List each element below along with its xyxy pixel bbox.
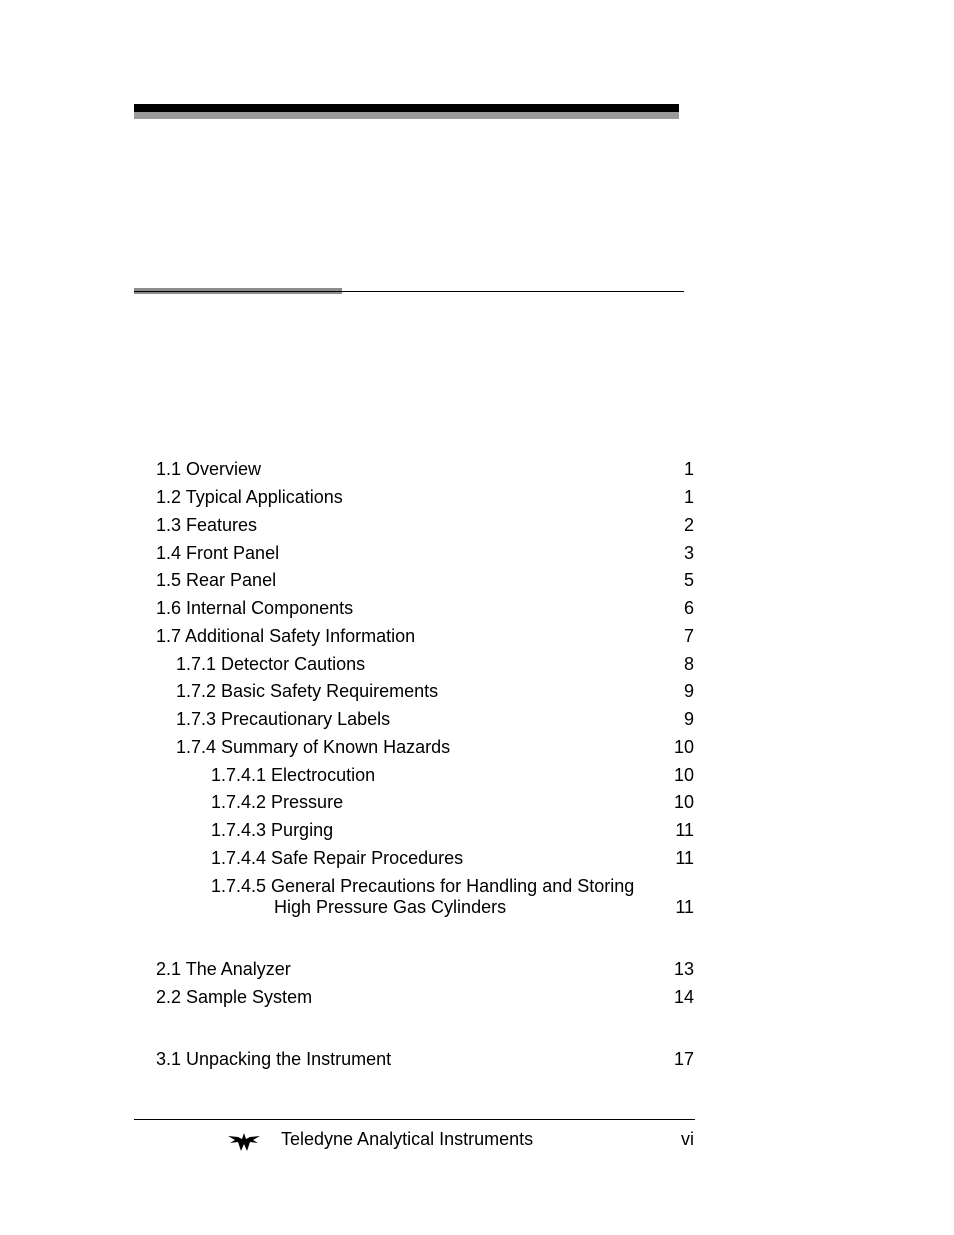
toc-entry-1-7-4-5-continued[interactable]: High Pressure Gas Cylinders	[274, 897, 507, 917]
toc-entry-1-7-1[interactable]: 1.7.1 Detector Cautions	[176, 654, 366, 674]
teledyne-logo-icon	[226, 1131, 262, 1153]
toc-page-2-2: 14	[673, 987, 694, 1007]
header-rule-gray	[134, 112, 679, 119]
toc-entry-1-7-4-2[interactable]: 1.7.4.2 Pressure	[211, 792, 344, 812]
toc-page-1-7-3: 9	[683, 709, 694, 729]
toc-entry-1-1[interactable]: 1.1 Overview	[156, 459, 262, 479]
toc-entry-1-3[interactable]: 1.3 Features	[156, 515, 258, 535]
toc-page-1-7-2: 9	[683, 681, 694, 701]
toc-entry-1-7-3[interactable]: 1.7.3 Precautionary Labels	[176, 709, 391, 729]
toc-page-1-2: 1	[683, 487, 694, 507]
toc-page-1-7-4-5: 11	[675, 897, 694, 917]
toc-page-1-7-4-2: 10	[673, 792, 694, 812]
toc-page-2-1: 13	[673, 959, 694, 979]
toc-entry-1-7[interactable]: 1.7 Additional Safety Information	[156, 626, 416, 646]
toc-page-1-7-1: 8	[683, 654, 694, 674]
toc-entry-1-7-4-4[interactable]: 1.7.4.4 Safe Repair Procedures	[211, 848, 464, 868]
toc-entry-2-2[interactable]: 2.2 Sample System	[156, 987, 313, 1007]
toc-entry-1-7-2[interactable]: 1.7.2 Basic Safety Requirements	[176, 681, 439, 701]
toc-page-1-3: 2	[683, 515, 694, 535]
toc-page-1-7-4-3: 11	[675, 820, 694, 840]
toc-entry-3-1[interactable]: 3.1 Unpacking the Instrument	[156, 1049, 392, 1069]
footer-company-name: Teledyne Analytical Instruments	[281, 1129, 534, 1149]
toc-page-1-7-4-1: 10	[673, 765, 694, 785]
toc-entry-2-1[interactable]: 2.1 The Analyzer	[156, 959, 291, 979]
toc-entry-1-7-4-3[interactable]: 1.7.4.3 Purging	[211, 820, 334, 840]
toc-page-1-5: 5	[683, 570, 694, 590]
footer-rule	[134, 1119, 695, 1120]
toc-entry-1-7-4[interactable]: 1.7.4 Summary of Known Hazards	[176, 737, 451, 757]
toc-page-1-1: 1	[683, 459, 694, 479]
section-rule-thin	[134, 291, 684, 292]
footer-page-number: vi	[681, 1129, 694, 1149]
toc-entry-1-2[interactable]: 1.2 Typical Applications	[156, 487, 343, 507]
toc-entry-1-6[interactable]: 1.6 Internal Components	[156, 598, 354, 618]
toc-page-1-7-4: 10	[673, 737, 694, 757]
toc-entry-1-7-4-5[interactable]: 1.7.4.5 General Precautions for Handling and Storing	[211, 876, 635, 896]
toc-entry-1-7-4-1[interactable]: 1.7.4.1 Electrocution	[211, 765, 376, 785]
toc-entry-1-4[interactable]: 1.4 Front Panel	[156, 543, 280, 563]
toc-page-1-6: 6	[683, 598, 694, 618]
toc-page-1-7: 7	[683, 626, 694, 646]
header-rule-black	[134, 104, 679, 112]
toc-page-1-7-4-4: 11	[675, 848, 694, 868]
toc-entry-1-5[interactable]: 1.5 Rear Panel	[156, 570, 277, 590]
toc-page-1-4: 3	[683, 543, 694, 563]
toc-page-3-1: 17	[673, 1049, 694, 1069]
